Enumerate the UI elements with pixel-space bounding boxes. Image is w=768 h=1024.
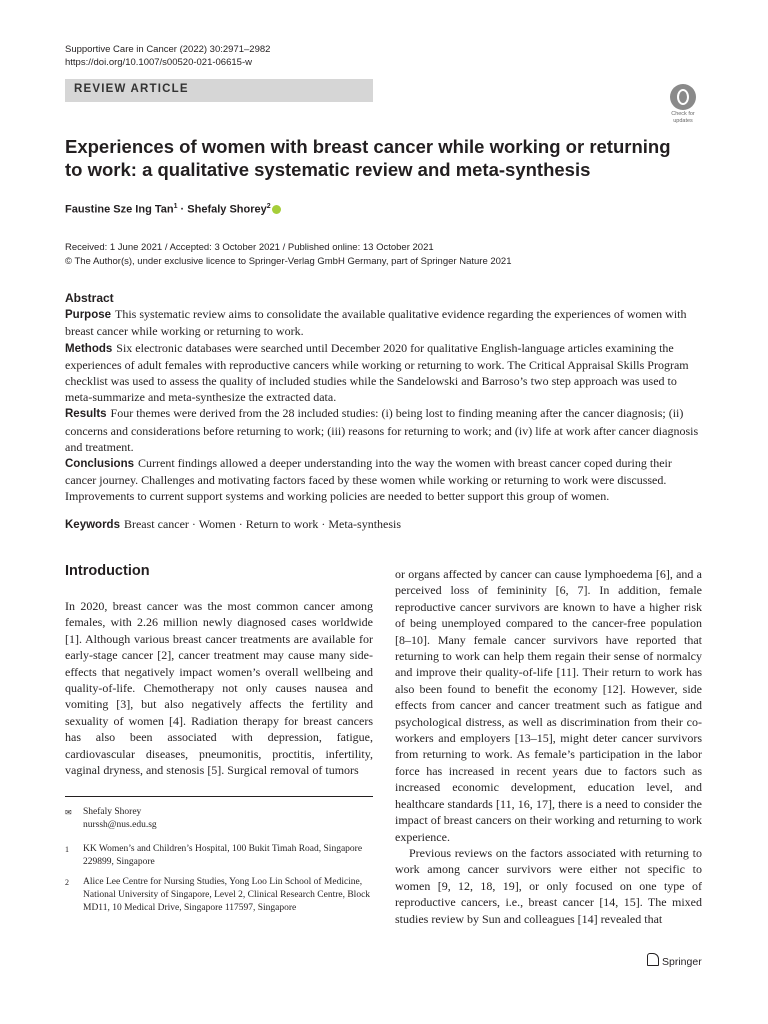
purpose-text: This systematic review aims to consolidate the available qualitative evidence regarding the experiences of women with breast cancer while working or returning to work. <box>65 307 687 339</box>
text-line: lation [8–10]. Many female cancer survivors have reported <box>395 616 702 647</box>
copyright-line: © The Author(s), under exclusive licence to Springer-Verlag GmbH Germany, part of Springer Nature 2021 <box>65 256 512 267</box>
body-column-right <box>395 566 702 927</box>
text-line: reproductive cancers, i.e., breast cancer [14, 15]. The mixed <box>395 895 702 910</box>
conclusions-label: Conclusions <box>65 458 135 471</box>
author-1-affiliation: 1 <box>173 203 178 210</box>
text-line: normalcy and improve their quality-of-life [11]. Their return <box>395 649 702 680</box>
journal-line: Supportive Care in Cancer (2022) 30:2971–2982 <box>65 44 271 55</box>
keywords-text: Breast cancer · Women · Return to work · Meta-synthesis <box>123 517 402 531</box>
abstract-purpose <box>65 306 705 339</box>
abstract-results <box>65 405 705 455</box>
author-1[interactable]: Faustine Sze Ing Tan <box>65 203 174 216</box>
badge-text-2: updates <box>673 118 693 124</box>
text-line: Previous reviews on the factors associated with return <box>409 845 674 860</box>
intro-paragraph-1 <box>65 598 373 778</box>
text-line: reproductive cancer survivors are known to have a higher <box>395 599 684 614</box>
affiliation-2-mark: 2 <box>65 878 69 887</box>
keywords <box>65 517 401 532</box>
text-line: for early-stage cancer [2], cancer treatment may cause many <box>65 631 373 663</box>
text-line: or organs affected by cancer can cause lymphoedema [6], <box>395 567 677 581</box>
affiliation-1-mark: 1 <box>65 845 69 854</box>
text-line: to work has also been found to benefit the economy [12]. <box>395 665 702 696</box>
article-title: Experiences of women with breast cancer while working or returning to work: a qualitative systematic review and meta-synthesis <box>65 136 671 180</box>
text-line: to women [9, 12, 18, 19], or only focused on one type of <box>395 862 702 893</box>
body-column-left <box>65 598 373 778</box>
publisher-name: Springer <box>662 956 702 968</box>
affiliation-1-text: KK Women’s and Children’s Hospital, 100 Bukit Timah Road, Singapore 229899, Singapore <box>83 844 363 867</box>
affiliation-2-text: Alice Lee Centre for Nursing Studies, Yong Loo Lin School of Medicine, National University of Singapore, Level 2, Clinical Research Centre, Block MD11, 10 Medical Drive, Singapore 117597, Singapore <box>83 877 371 913</box>
affiliation-2 <box>65 876 373 915</box>
publisher-logo <box>647 953 702 968</box>
text-line: being and quality-of-life. Chemotherapy not only causes <box>65 664 373 696</box>
intro-paragraph-2 <box>395 845 702 927</box>
journal-citation <box>65 43 270 69</box>
springer-horse-icon <box>647 953 659 966</box>
text-line: that returning to work can help them regain their sense of <box>395 632 702 664</box>
section-heading-introduction: Introduction <box>65 563 150 579</box>
envelope-icon: ✉ <box>65 808 72 817</box>
text-line: studies review by Sun and colleagues [14] revealed that <box>395 911 663 926</box>
author-2-affiliation: 2 <box>266 203 271 210</box>
affiliation-1 <box>65 843 373 869</box>
text-line: side-effects that negatively impact women’s overall well <box>65 648 373 679</box>
results-label: Results <box>65 408 107 421</box>
text-line: In 2020, breast cancer was the most common cancer among <box>65 599 373 613</box>
publication-dates <box>65 241 512 269</box>
text-line: tion from their co-workers and employers [13–15], might <box>395 714 702 746</box>
text-line: risk of being unemployed compared to the cancer-free popu <box>395 599 702 631</box>
text-line: and a perceived loss of femininity [6, 7]. In addition, female <box>395 567 703 598</box>
text-line: cancers has also been associated with depression, fatigue, <box>65 713 373 745</box>
corr-author-name: Shefaly Shorey <box>83 807 142 817</box>
article-type-banner <box>65 79 373 102</box>
text-line: as fatigue and psychological distress, as well as discrimina <box>395 698 703 729</box>
text-line: participation in the labor force has increased in recent years <box>395 747 702 778</box>
dates-line: Received: 1 June 2021 / Accepted: 3 October 2021 / Published online: 13 October 2021 <box>65 242 434 253</box>
author-separator: · <box>177 203 188 216</box>
keywords-label: Keywords <box>65 519 120 531</box>
purpose-label: Purpose <box>65 309 112 322</box>
abstract-conclusions <box>65 455 705 505</box>
text-line: due to factors such as increased economic development, <box>395 763 702 795</box>
text-line: ing to work among cancer survivors were either not specific <box>395 845 702 877</box>
corr-author-email[interactable]: nurssh@nus.edu.sg <box>83 820 157 830</box>
badge-text-1: Check for <box>671 111 695 117</box>
abstract <box>65 290 705 505</box>
text-line: ity and sexuality of women [4]. Radiation therapy for breast <box>65 697 373 728</box>
text-line: However, side effects from cancer and cancer treatment such <box>395 681 702 713</box>
author-2[interactable]: Shefaly Shorey <box>187 203 267 216</box>
intro-paragraph-1-continued <box>395 566 702 845</box>
author-line <box>65 203 281 216</box>
text-line: cardiovascular diseases, pneumonitis, proctitis, infertility, <box>65 746 373 761</box>
methods-text: Six electronic databases were searched until December 2020 for qualitative English-language articles examining the experiences of adult females with reproductive cancers while working or returning to work. The Critical Appraisal Skills Program checklist was used to assess the quality of included studies while the Sandelowski and Barroso’s two step approach was used to meta-summarize and meta-synthesize the extracted data. <box>65 340 689 405</box>
check-for-updates-badge[interactable] <box>664 84 702 126</box>
orcid-icon[interactable] <box>272 205 281 214</box>
check-updates-icon <box>670 84 696 110</box>
methods-label: Methods <box>65 342 113 355</box>
text-line: is a need to consider the impact of breast cancers on their <box>395 796 702 828</box>
article-type-label: REVIEW ARTICLE <box>74 83 189 95</box>
text-line: working and returning to work experience. <box>395 813 703 844</box>
text-line: females, with 2.26 million newly diagnosed cases worldwide <box>65 615 373 630</box>
text-line: vaginal dryness, and stenosis [5]. Surgical removal of tumors <box>65 763 359 778</box>
text-line: education level, and healthcare standards [11, 16, 17], there <box>395 780 702 811</box>
text-line: deter cancer survivors from returning to work. As female’s <box>395 731 702 762</box>
footnote-divider <box>65 796 373 797</box>
conclusions-text: Current findings allowed a deeper understanding into the way the women with breast cancer coped during their cancer journey. Challenges and motivating factors faced by these women while working or returning to work were discussed. Improvements to current support systems and working policies are needed to better support this group of women. <box>65 456 672 504</box>
abstract-methods <box>65 340 705 406</box>
abstract-heading: Abstract <box>65 291 114 305</box>
results-text: Four themes were derived from the 28 included studies: (i) being lost to finding meaning after the cancer diagnosis; (ii) concerns and considerations before returning to work; (iii) reasons for returning to work; and (iv) life at work after cancer diagnosis and treatment. <box>65 406 699 454</box>
text-line: nausea and vomiting [3], but also negatively affects the fertil <box>65 681 373 712</box>
text-line: [1]. Although various breast cancer treatments are available <box>65 631 359 646</box>
corresponding-author <box>65 806 373 832</box>
doi-link[interactable]: https://doi.org/10.1007/s00520-021-06615-w <box>65 57 252 68</box>
